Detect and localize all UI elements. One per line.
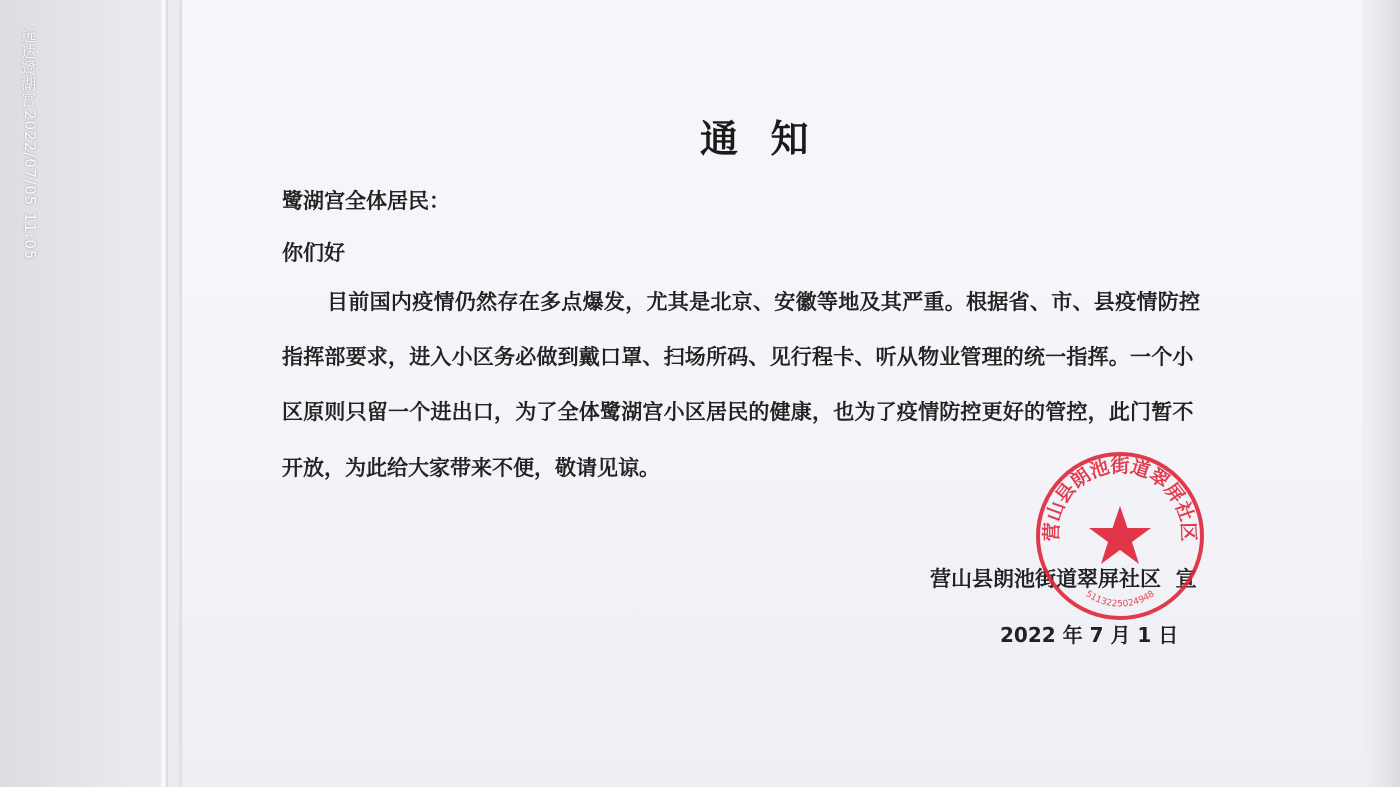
notice-body-line: 区原则只留一个进出口，为了全体鹭湖宫小区居民的健康，也为了疫情防控更好的管控，此门暂不 [282,400,1194,424]
watermark-location: 远达鹭湖宫 [19,28,37,108]
notice-date: 2022 年 7 月 1 日 [1000,623,1179,647]
official-seal [1032,448,1208,624]
notice-body-line: 目前国内疫情仍然存在多点爆发，尤其是北京、安徽等地及其严重。根据省、市、县疫情防控 [327,290,1201,314]
notice-body-line: 指挥部要求，进入小区务必做到戴口罩、扫场所码、见行程卡、听从物业管理的统一指挥。一个小 [282,345,1194,369]
seal-code: 5113225024948 [1083,589,1157,610]
seal-text: 营山县朗池街道翠屏社区 [1040,455,1200,542]
sleeve-left-edge [160,0,168,787]
star-icon [1089,506,1151,564]
notice-greeting: 鹭湖宫全体居民： [282,189,450,213]
notice-signer: 营山县朗池街道翠屏社区 宣 [930,567,1197,591]
notice-body-line: 开放，为此给大家带来不便，敬请见谅。 [282,456,660,480]
watermark-timestamp: 2022/07/05 11:05 [21,110,39,261]
notice-hello: 你们好 [282,241,345,265]
notice-title: 通 知 [700,117,811,161]
photo-watermark [18,28,39,260]
